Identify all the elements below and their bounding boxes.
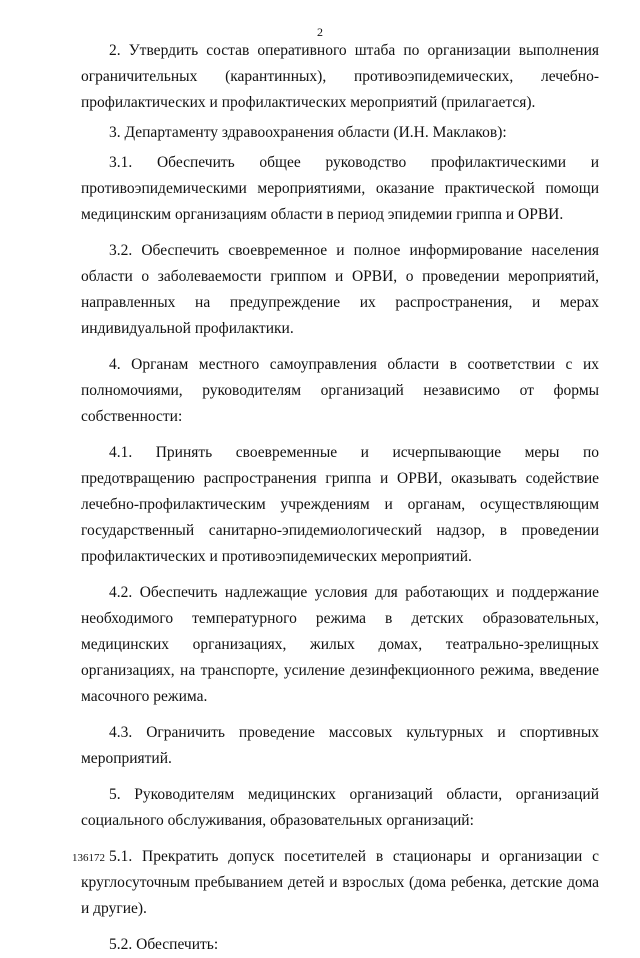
paragraph-4-3: 4.3. Ограничить проведение массовых культурных и спортивных мероприятий. — [81, 724, 599, 767]
paragraph-3-1: 3.1. Обеспечить общее руководство профилактическими и противоэпидемическими мероприятиями, оказание практической помощи медицинским организациям области в период эпидемии гриппа и ОРВИ. — [81, 154, 599, 223]
paragraph-2: 2. Утвердить состав оперативного штаба по организации выполнения ограничительных (карантинных), противоэпидемических, лечебно-профилактических и профилактических мероприятий (прилагается). — [81, 42, 599, 111]
paragraph-4-2: 4.2. Обеспечить надлежащие условия для работающих и поддержание необходимого температурного режима в детских образовательных, медицинских организациях, жилых домах, театрально-зрелищных организациях, на транспорте, усиление дезинфекционного режима, введение масочного режима. — [81, 584, 599, 705]
paragraph-5-1: 5.1. Прекратить допуск посетителей в стационары и организации с круглосуточным пребыванием детей и взрослых (дома ребенка, детские дома и другие). — [81, 848, 599, 917]
document-body — [81, 38, 599, 958]
paragraph-5-2: 5.2. Обеспечить: — [109, 936, 219, 953]
page-number: 2 — [317, 25, 323, 39]
paragraph-4-1: 4.1. Принять своевременные и исчерпывающие меры по предотвращению распространения гриппа и ОРВИ, оказывать содействие лечебно-профилактическим учреждениям и органам, осуществляющим государственный санитарно-эпидемиологический надзор, в проведении профилактических и противоэпидемических мероприятий. — [81, 444, 599, 565]
paragraph-4: 4. Органам местного самоуправления области в соответствии с их полномочиями, руководителям организаций независимо от формы собственности: — [81, 356, 599, 425]
paragraph-3-2: 3.2. Обеспечить своевременное и полное информирование населения области о заболеваемости гриппом и ОРВИ, о проведении мероприятий, направленных на предупреждение их распространения, и мерах индивидуальной профилактики. — [81, 242, 599, 337]
paragraph-3: 3. Департаменту здравоохранения области (И.Н. Маклаков): — [109, 124, 507, 141]
document-code: 136172 — [72, 852, 105, 864]
paragraph-5: 5. Руководителям медицинских организаций области, организаций социального обслуживания, образовательных организаций: — [81, 786, 599, 829]
